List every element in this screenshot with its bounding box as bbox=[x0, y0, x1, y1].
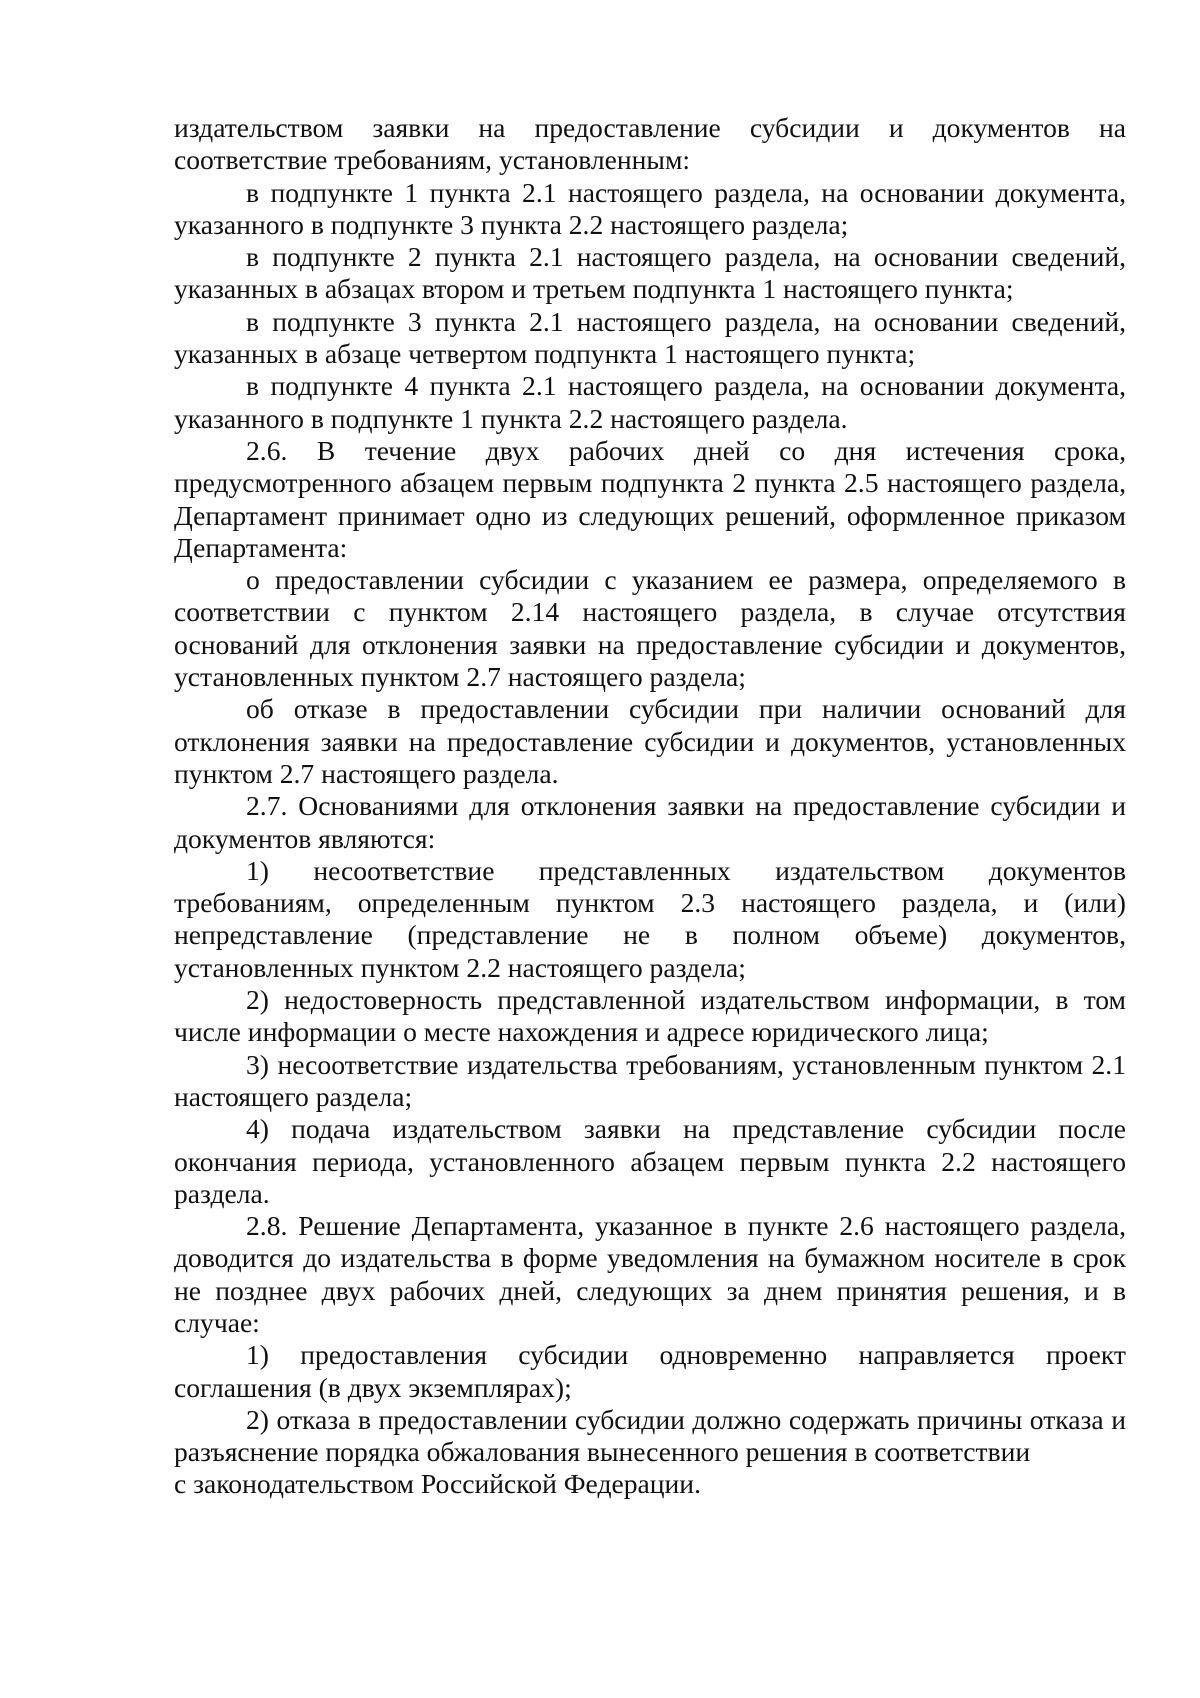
paragraph-case-2: 2) отказа в предоставлении субсидии должно содержать причины отказа и разъяснение порядка обжалования вынесенного решения в соответствии bbox=[174, 1403, 1126, 1468]
paragraph-subitem-1: в подпункте 1 пункта 2.1 настоящего раздела, на основании документа, указанного в подпункте 3 пункта 2.2 настоящего раздела; bbox=[174, 176, 1126, 240]
paragraph-decision-grant: о предоставлении субсидии с указанием ее размера, определяемого в соответствии с пунктом 2.14 настоящего раздела, в случае отсутствия оснований для отклонения заявки на предоставление субсидии и документов, установленных пунктом 2.7 настоящего раздела; bbox=[174, 564, 1126, 693]
paragraph-clause-2-8: 2.8. Решение Департамента, указанное в пункте 2.6 настоящего раздела, доводится до издательства в форме уведомления на бумажном носителе в срок не позднее двух рабочих дней, следующих за днем принятия решения, и в случае: bbox=[174, 1210, 1126, 1338]
document-body bbox=[174, 112, 1126, 1501]
paragraph-reason-2: 2) недостоверность представленной издательством информации, в том числе информации о месте нахождения и адресе юридического лица; bbox=[174, 984, 1126, 1048]
paragraph-final-line: с законодательством Российской Федерации. bbox=[174, 1468, 701, 1500]
paragraph-decision-refusal: об отказе в предоставлении субсидии при наличии оснований для отклонения заявки на предоставление субсидии и документов, установленных пунктом 2.7 настоящего раздела. bbox=[174, 693, 1126, 789]
paragraph-case-1: 1) предоставления субсидии одновременно направляется проект соглашения (в двух экземплярах); bbox=[174, 1339, 1126, 1403]
paragraph-subitem-2: в подпункте 2 пункта 2.1 настоящего раздела, на основании сведений, указанных в абзацах втором и третьем подпункта 1 настоящего пункта; bbox=[174, 241, 1126, 305]
paragraph-clause-2-6: 2.6. В течение двух рабочих дней со дня истечения срока, предусмотренного абзацем первым подпункта 2 пункта 2.5 настоящего раздела, Департамент принимает одно из следующих решений, оформленное приказом Департамента: bbox=[174, 434, 1126, 563]
paragraph-reason-1: 1) несоответствие представленных издательством документов требованиям, определенным пунктом 2.3 настоящего раздела, и (или) непредставление (представление не в полном объеме) документов, установленных пунктом 2.2 настоящего раздела; bbox=[174, 854, 1126, 983]
paragraph-subitem-4: в подпункте 4 пункта 2.1 настоящего раздела, на основании документа, указанного в подпункте 1 пункта 2.2 настоящего раздела. bbox=[174, 370, 1126, 434]
paragraph-reason-4: 4) подача издательством заявки на представление субсидии после окончания периода, установленного абзацем первым пункта 2.2 настоящего раздела. bbox=[174, 1113, 1126, 1209]
paragraph-subitem-3: в подпункте 3 пункта 2.1 настоящего раздела, на основании сведений, указанных в абзаце четвертом подпункта 1 настоящего пункта; bbox=[174, 305, 1126, 370]
paragraph-clause-2-7: 2.7. Основаниями для отклонения заявки на предоставление субсидии и документов являются: bbox=[174, 790, 1126, 854]
paragraph-continuation: издательством заявки на предоставление субсидии и документов на соответствие требованиям, установленным: bbox=[174, 112, 1126, 176]
paragraph-reason-3: 3) несоответствие издательства требованиям, установленным пунктом 2.1 настоящего раздела; bbox=[174, 1048, 1126, 1112]
